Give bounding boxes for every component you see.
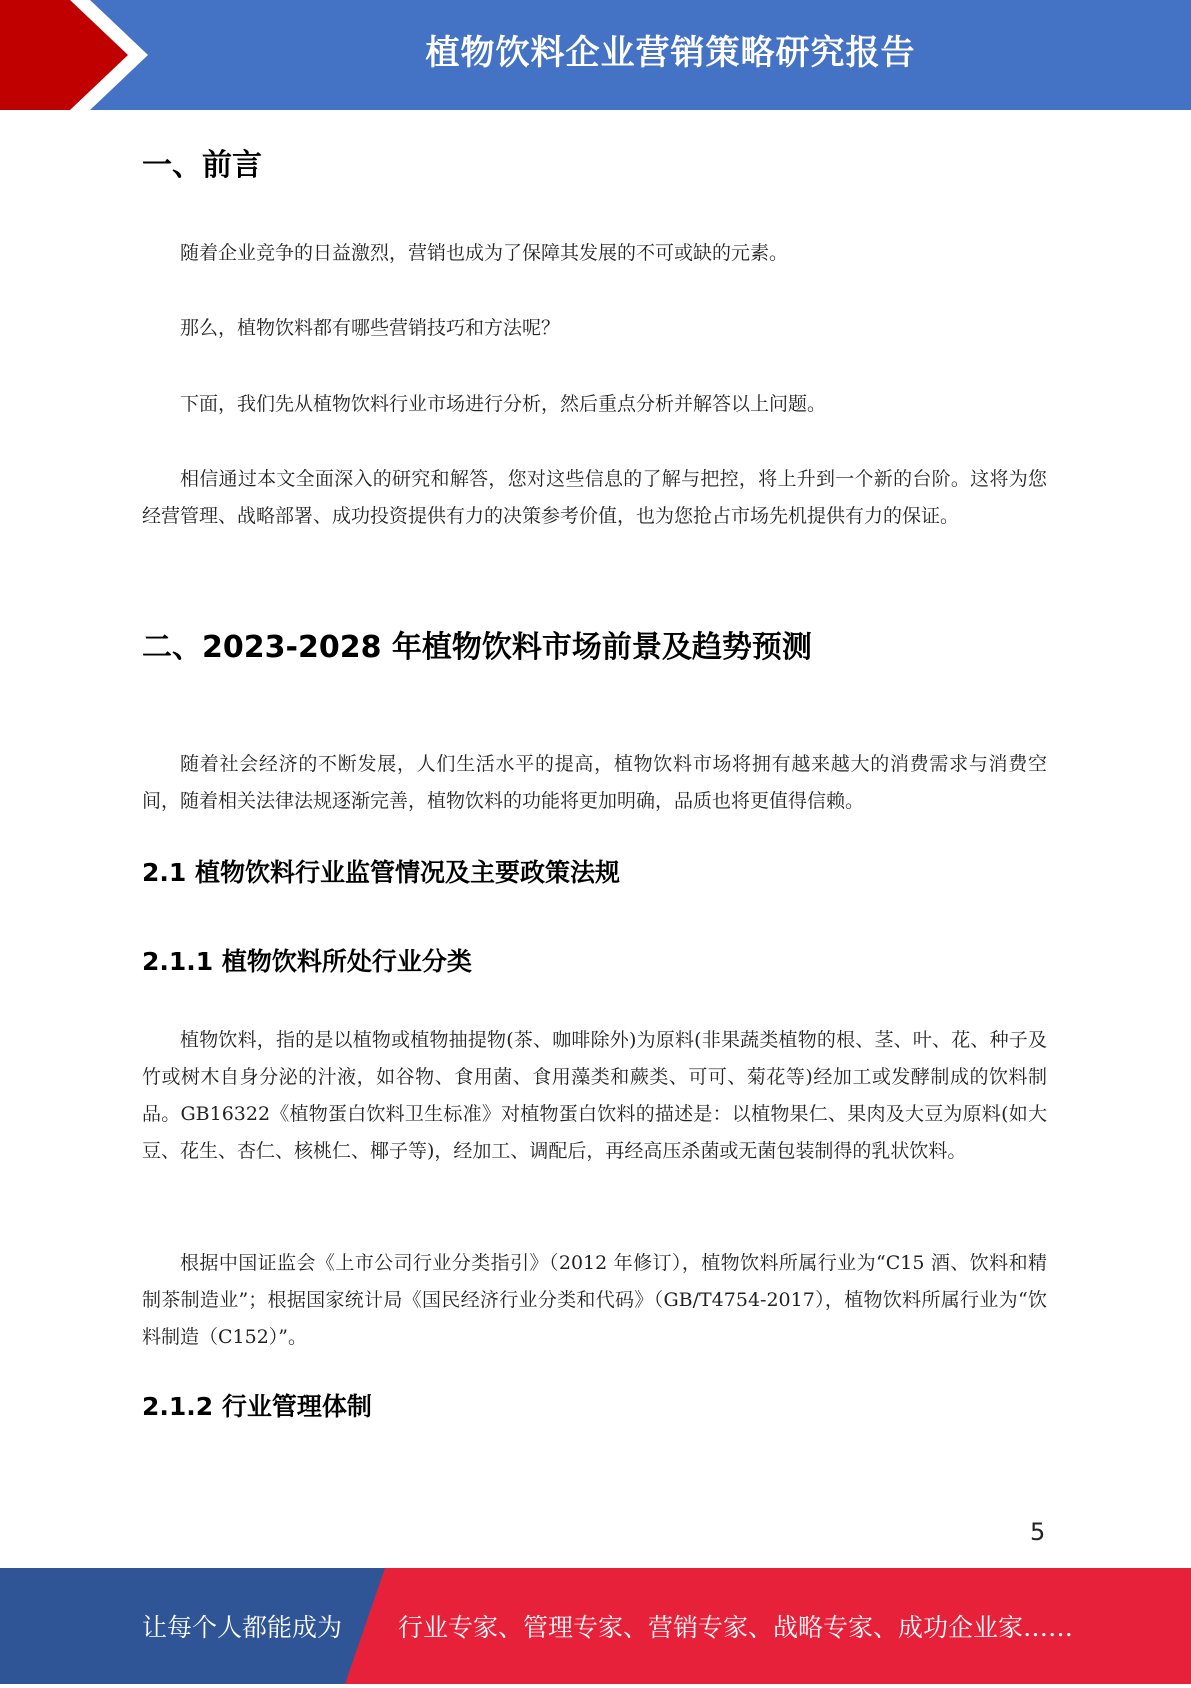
section-1-heading: 一、前言: [142, 148, 262, 183]
page-footer: [0, 1568, 1191, 1684]
paragraph: 随着企业竞争的日益激烈，营销也成为了保障其发展的不可或缺的元素。: [180, 242, 789, 264]
footer-slogan-left: 让每个人都能成为: [142, 1613, 343, 1642]
header-arrow-decoration: [0, 0, 160, 110]
section-2-1-heading: 2.1 植物饮料行业监管情况及主要政策法规: [142, 858, 620, 887]
section-2-heading: 二、2023-2028 年植物饮料市场前景及趋势预测: [142, 630, 812, 665]
paragraph: 那么，植物饮料都有哪些营销技巧和方法呢？: [180, 317, 561, 339]
paragraph: 下面，我们先从植物饮料行业市场进行分析，然后重点分析并解答以上问题。: [180, 393, 827, 415]
footer-slogan-right: 行业专家、管理专家、营销专家、战略专家、成功企业家……: [398, 1613, 1074, 1642]
paragraph: 根据中国证监会《上市公司行业分类指引》（2012 年修订），植物饮料所属行业为“C15 酒、饮料和精制茶制造业”；根据国家统计局《国民经济行业分类和代码》（GB/T4754-2017），植物饮料所属行业为“饮料制造（C152）”。: [142, 1252, 1047, 1348]
section-2-1-1-heading: 2.1.1 植物饮料所处行业分类: [142, 947, 472, 976]
paragraph: 植物饮料，指的是以植物或植物抽提物(茶、咖啡除外)为原料(非果蔬类植物的根、茎、叶、花、种子及竹或树木自身分泌的汁液，如谷物、食用菌、食用藻类和蕨类、可可、菊花等)经加工或发酵制成的饮料制品。GB16322《植物蛋白饮料卫生标准》对植物蛋白饮料的描述是：以植物果仁、果肉及大豆为原料(如大豆、花生、杏仁、核桃仁、椰子等)，经加工、调配后，再经高压杀菌或无菌包装制得的乳状饮料。: [142, 1029, 1047, 1162]
page-header: [0, 0, 1191, 110]
page-number: 5: [1030, 1518, 1046, 1546]
paragraph: 相信通过本文全面深入的研究和解答，您对这些信息的了解与把控，将上升到一个新的台阶。这将为您经营管理、战略部署、成功投资提供有力的决策参考价值，也为您抢占市场先机提供有力的保证。: [142, 468, 1047, 527]
section-2-1-2-heading: 2.1.2 行业管理体制: [142, 1392, 372, 1421]
paragraph: 随着社会经济的不断发展，人们生活水平的提高，植物饮料市场将拥有越来越大的消费需求与消费空间，随着相关法律法规逐渐完善，植物饮料的功能将更加明确，品质也将更值得信赖。: [142, 753, 1047, 812]
report-title: 植物饮料企业营销策略研究报告: [425, 33, 916, 73]
